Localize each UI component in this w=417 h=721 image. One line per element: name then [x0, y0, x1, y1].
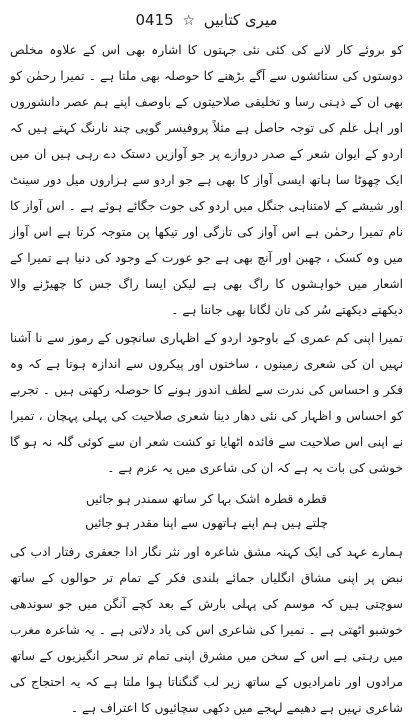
body-paragraph-1: کو بروئے کار لانے کی کئی نئی جہتوں کا اشارہ بھی اس کے علاوہ مخلص دوستوں کی ستائشوں سے آگے بڑھنے کا حوصلہ بھی ملتا ہے ۔ تمیرا رحمٰن کو بھی ان کے ذہنی رسا و تخلیقی صلاحیتوں کے باوصف اپنے ہم عصر دانشوروں اور اہل علم کی توجہ حاصل ہے مثلاً پروفیسر گوپی چند نارنگ کہتے ہیں کہ اردو کے ایوان شعر کے صدر دروازے پر جو آوازیں دستک دے رہی ہیں ان میں ایک چھوٹا سا ہاتھ ایسی آواز کا بھی ہے جو اردو سے ہزاروں میل دور سینٹ اور شیشے کے لامتناہی جنگل میں اردو کی جوت جگائے ہوئے ہے ۔ اس آواز کا نام تمیرا رحمٰن ہے اس آواز کی تازگی اور تیکھا پن متوجہ کرتا ہے اس آواز میں وہ کسک ، چھبن اور آنچ بھی ہے جو عورت کے وجود کی دنیا ہے تمیرا کے اشعار میں خواہشوں کا راگ بھی ہے لیکن ایسا راگ جس کا چھیڑنے والا دیکھتے دیکھتے سُر کی تان لگانا بھی جانتا ہے ۔ — [10, 43, 403, 317]
verse-block — [10, 487, 403, 535]
star-outline-icon: ☆ — [182, 13, 196, 29]
title-number: 0415 — [135, 11, 174, 29]
verse-line-2: چلتے ہیں ہم اپنے ہاتھوں سے اپنا مقدر ہو جائیں — [85, 516, 328, 530]
closing-paragraph: ہمارے عہد کی ایک کہنہ مشق شاعرہ اور نثر نگار ادا جعفری رفتار ادب کی نبض پر اپنی مشاق انگلیاں جمائے بلندی فکر کے تمام تر حوالوں کے ساتھ سوچتی ہیں کہ موسم کی پہلی بارش کے بعد کچے آنگن میں جو سوندھی خوشبو اٹھتی ہے ۔ تمیرا کی شاعری اس کی یاد دلاتی ہے ۔ یہ شاعرہ مغرب میں رہتی ہے اس کے سخن میں مشرق اپنی تمام تر سحر انگیزیوں کے ساتھ مرادوں اور نامرادیوں کے ساتھ زیر لب گنگناتا ہوا ملتا ہے کہ یہ احتجاج کی شاعری نہیں ہے دھیمے لہجے میں دکھی سچائیوں کا اعتراف ہے ۔ — [10, 545, 403, 715]
title-text: میری کتابیں — [203, 11, 278, 29]
body-paragraph-2: تمیرا اپنی کم عمری کے باوجود اردو کے اظہاری سانچوں کے رموز سے نا آشنا نہیں ان کی شعری زمینوں ، ساختوں اور پیکروں سے اندازہ ہوتا ہے کہ وہ فکر و احساس کی ندرت سے لطف اندوز ہونے کا حوصلہ رکھتی ہیں ۔ تجربے کو احساس و اظہار کی نئی دھار دینا شعری صلاحیت کی پہلی پہچان ، تمیرا نے اپنی اس صلاحیت سے فائدہ اٹھایا تو کشت شعر ان سے کوئی گلہ نہ ہو گا خوشی کی بات یہ ہے کہ ان کی شاعری میں یہ عزم ہے ۔ — [10, 331, 403, 475]
page-title — [10, 10, 403, 31]
verse-line-1: قطرہ قطرہ اشک بہا کر ساتھ سمندر ہو جائیں — [86, 492, 327, 506]
